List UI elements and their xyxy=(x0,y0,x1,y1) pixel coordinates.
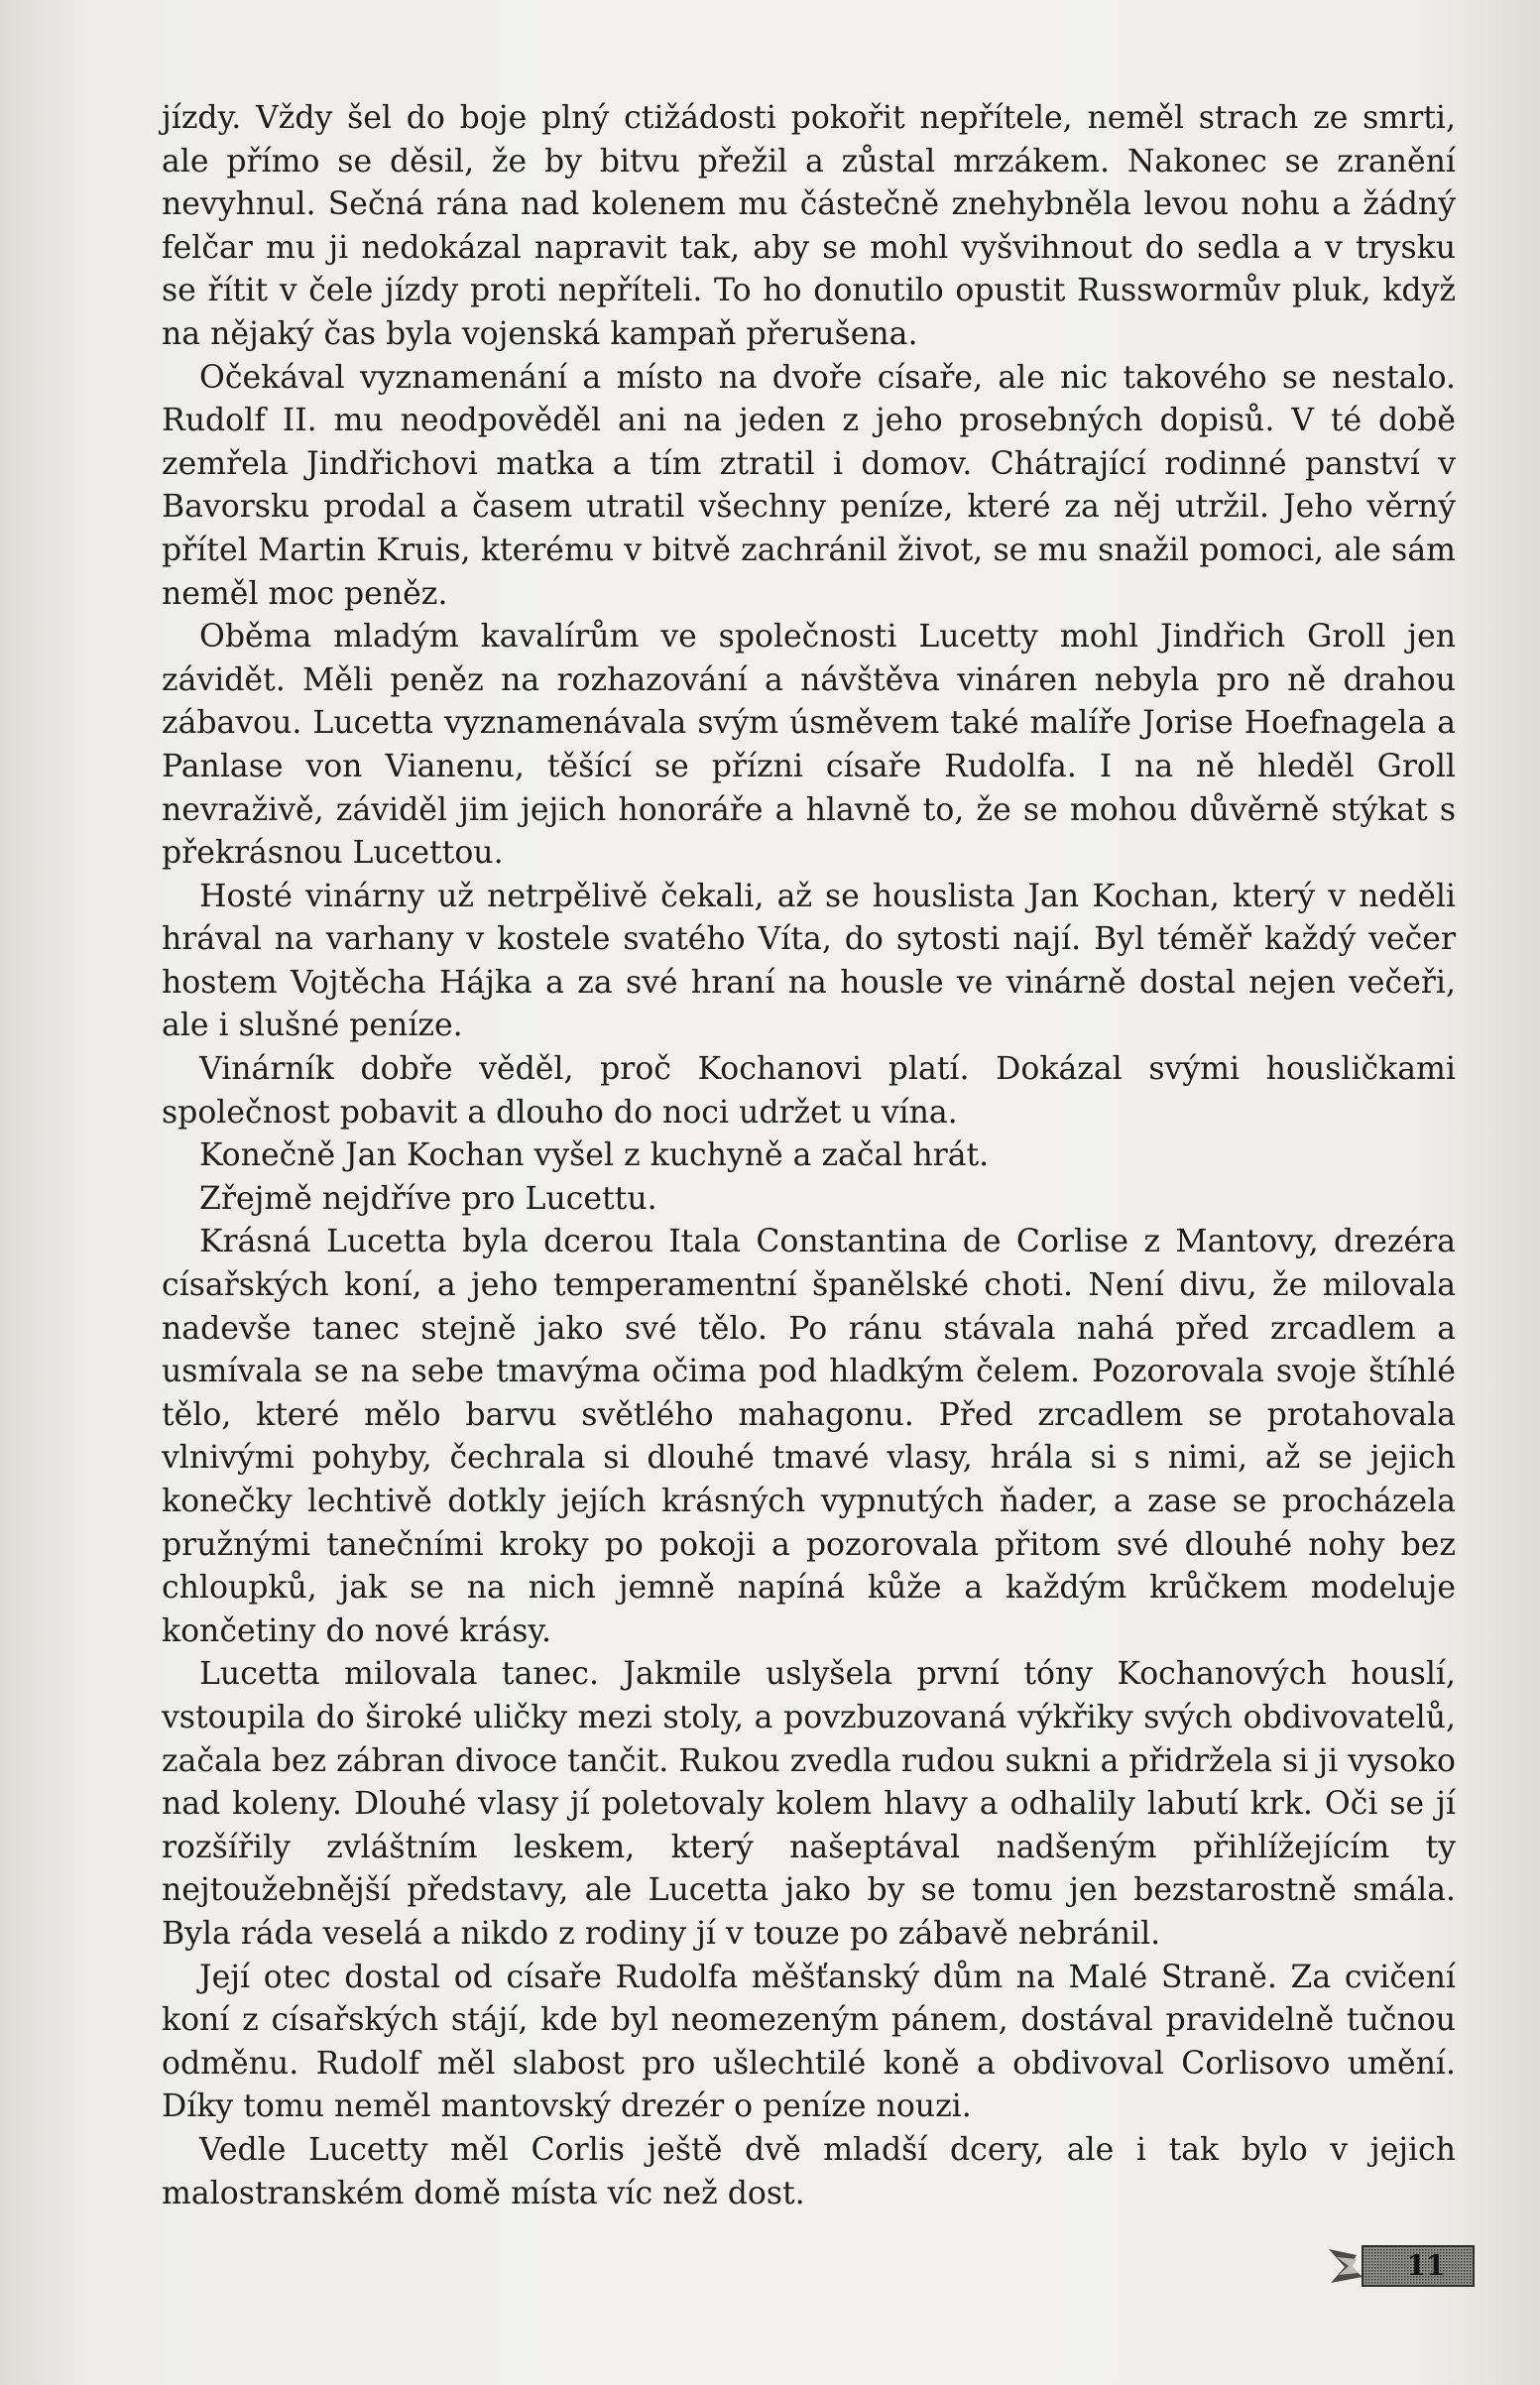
paragraph: Vinárník dobře věděl, proč Kochanovi platí. Dokázal svými housličkami společnost pobavit a dlouho do noci udržet u vína. xyxy=(162,1051,1456,1131)
body-text xyxy=(162,97,1456,2215)
page-number: 11 xyxy=(1406,2249,1446,2282)
paragraph: jízdy. Vždy šel do boje plný ctižádosti pokořit nepřítele, neměl strach ze smrti, ale přímo se děsil, že by bitvu přežil a zůstal mrzákem. Nakonec se zranění nevyhnul. Sečná rána nad kolenem mu částečně znehybněla levou nohu a žádný felčar mu ji nedokázal napravit tak, aby se mohl vyšvihnout do sedla a v trysku se řítit v čele jízdy proti nepříteli. To ho donutilo opustit Russwormův pluk, když na nějaký čas byla vojenská kampaň přerušena. xyxy=(162,100,1456,352)
paragraph: Lucetta milovala tanec. Jakmile uslyšela první tóny Kochanových houslí, vstoupila do široké uličky mezi stoly, a povzbuzovaná výkřiky svých obdivovatelů, začala bez zábran divoce tančit. Rukou zvedla rudou sukni a přidržela si ji vysoko nad koleny. Dlouhé vlasy jí poletovaly kolem hlavy a odhalily labutí krk. Oči se jí rozšířily zvláštním leskem, který našeptával nadšeným přihlížejícím ty nejtoužebnější představy, ale Lucetta jako by se tomu jen bezstarostně smála. Byla ráda veselá a nikdo z rodiny jí v touze po zábavě nebránil. xyxy=(162,1656,1456,1952)
paragraph: Očekával vyznamenání a místo na dvoře císaře, ale nic takového se nestalo. Rudolf II. mu neodpověděl ani na jeden z jeho prosebných dopisů. V té době zemřela Jindřichovi matka a tím ztratil i domov. Chátrající rodinné panství v Bavorsku prodal a časem utratil všechny peníze, které za něj utržil. Jeho věrný přítel Martin Kruis, kterému v bitvě zachránil život, se mu snažil pomoci, ale sám neměl moc peněz. xyxy=(162,359,1456,612)
paragraph: Vedle Lucetty měl Corlis ještě dvě mladší dcery, ale i tak bylo v jejich malostranském domě místa víc než dost. xyxy=(162,2131,1456,2211)
paragraph: Hosté vinárny už netrpělivě čekali, až se houslista Jan Kochan, který v neděli hrával na varhany v kostele svatého Víta, do sytosti nají. Byl téměř každý večer hostem Vojtěcha Hájka a za své hraní na housle ve vinárně dostal nejen večeři, ale i slušné peníze. xyxy=(162,878,1456,1044)
paragraph: Její otec dostal od císaře Rudolfa měšťanský dům na Malé Straně. Za cvičení koní z císařských stájí, kde byl neomezeným pánem, dostával pravidelně tučnou odměnu. Rudolf měl slabost pro ušlechtilé koně a obdivoval Corlisovo umění. Díky tomu neměl mantovský drezér o peníze nouzi. xyxy=(162,1959,1456,2125)
paragraph: Konečně Jan Kochan vyšel z kuchyně a začal hrát. xyxy=(199,1137,990,1174)
paragraph: Oběma mladým kavalírům ve společnosti Lucetty mohl Jindřich Groll jen závidět. Měli peněz na rozhazování a návštěva vináren nebyla pro ně drahou zábavou. Lucetta vyznamenávala svým úsměvem také malíře Jorise Hoefnagela a Panlase von Vianenu, těšící se přízni císaře Rudolfa. I na ně hleděl Groll nevraživě, záviděl jim jejich honoráře a hlavně to, že se mohou důvěrně stýkat s překrásnou Lucettou. xyxy=(162,619,1456,872)
paragraph: Krásná Lucetta byla dcerou Itala Constantina de Corlise z Mantovy, drezéra císařských koní, a jeho temperamentní španělské choti. Není divu, že milovala nadevše tanec stejně jako své tělo. Po ránu stávala nahá před zrcadlem a usmívala se na sebe tmavýma očima pod hladkým čelem. Pozorovala svoje štíhlé tělo, které mělo barvu světlého mahagonu. Před zrcadlem se protahovala vlnivými pohyby, čechrala si dlouhé tmavé vlasy, hrála si s nimi, až se jejich konečky lechtivě dotkly jejích krásných vypnutých ňader, a zase se procházela pružnými tanečními kroky po pokoji a pozorovala přitom své dlouhé nohy bez chloupků, jak se na nich jemně napíná kůže a každým krůčkem modeluje končetiny do nové krásy. xyxy=(162,1224,1456,1649)
paragraph: Zřejmě nejdříve pro Lucettu. xyxy=(199,1180,657,1217)
page-footer xyxy=(1327,2243,1476,2289)
